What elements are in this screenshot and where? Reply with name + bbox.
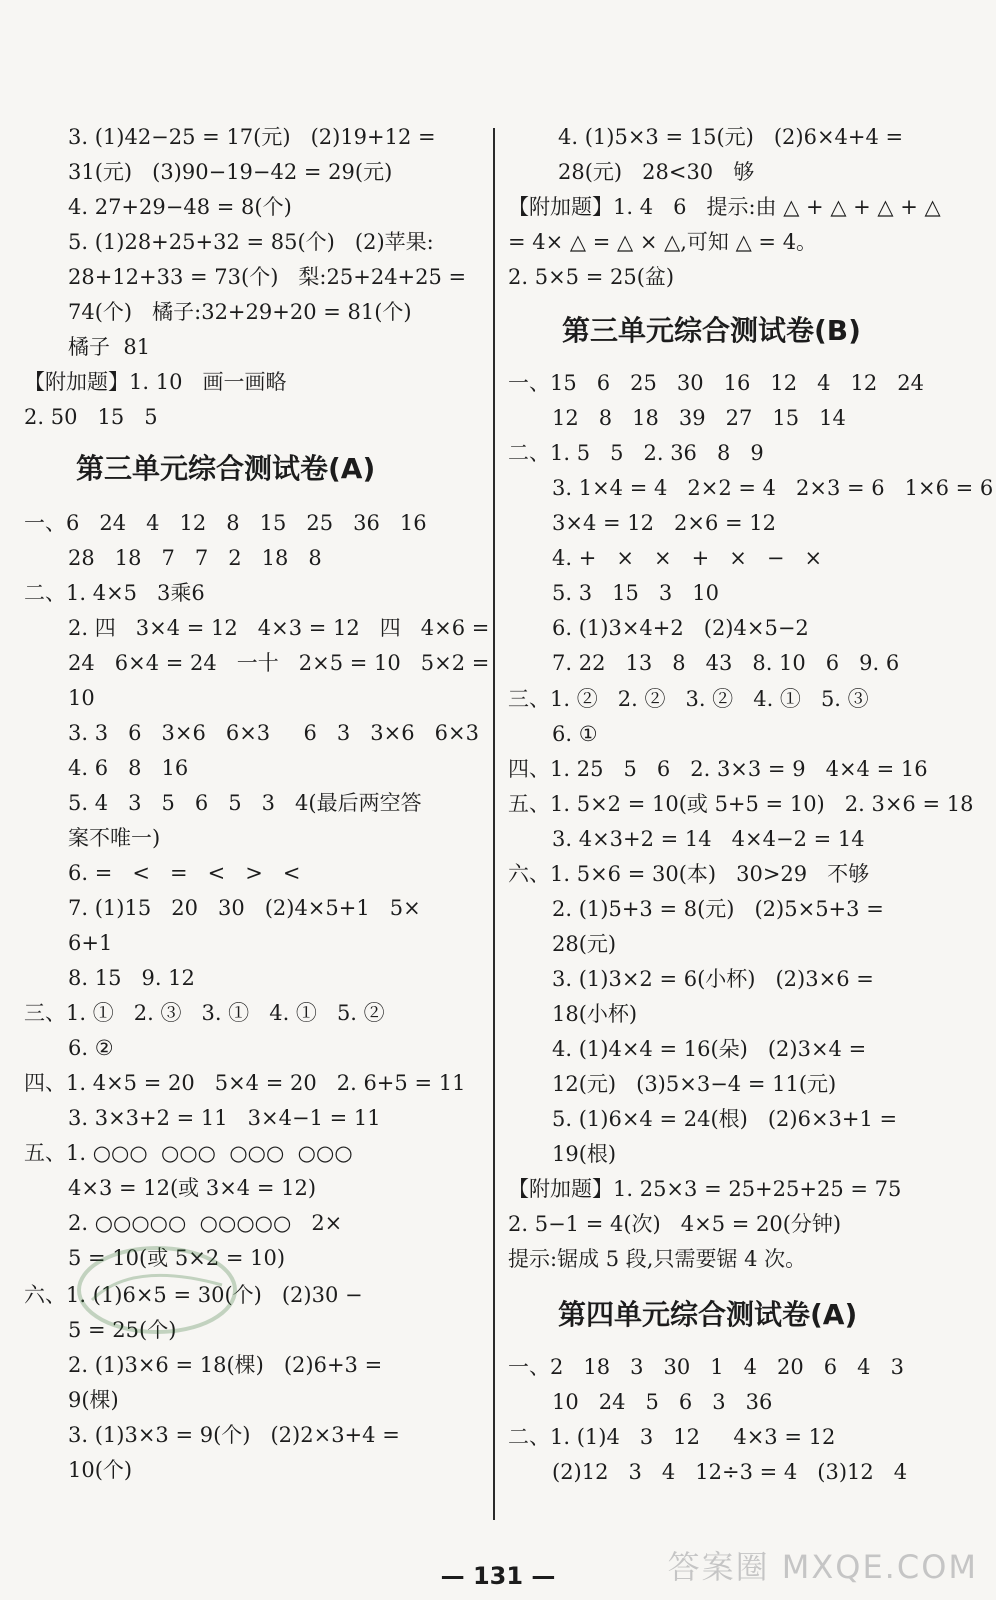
text-line: 3. (1)42−25 = 17(元) (2)19+12 = (68, 125, 436, 149)
text-line: 10 24 5 6 3 36 (552, 1390, 773, 1414)
text-line: 28(元) (552, 932, 617, 956)
text-line: 一、2 18 3 30 1 4 20 6 4 3 (508, 1355, 904, 1379)
text-line: 案不唯一) (68, 826, 161, 850)
section-heading: 第三单元综合测试卷(B) (562, 314, 861, 347)
text-line: 6. = < = < > < (68, 861, 301, 885)
text-line: 18(小杯) (552, 1002, 638, 1026)
text-line: 【附加题】1. 10 画一画略 (24, 370, 287, 394)
text-line: 3×4 = 12 2×6 = 12 (552, 511, 776, 535)
text-line: 五、1. 5×2 = 10(或 5+5 = 10) 2. 3×6 = 18 (508, 792, 974, 816)
text-line: 2. 四 3×4 = 12 4×3 = 12 四 4×6 = (68, 616, 490, 640)
text-line: 24 6×4 = 24 一十 2×5 = 10 5×2 = (68, 651, 490, 675)
text-line: 5. (1)28+25+32 = 85(个) (2)苹果: (68, 230, 434, 254)
text-line: 6. ① (552, 722, 598, 746)
text-line: (2)12 3 4 12÷3 = 4 (3)12 4 (552, 1460, 908, 1484)
text-line: 74(个) 橘子:32+29+20 = 81(个) (68, 300, 412, 324)
text-line: 二、1. (1)4 3 12 4×3 = 12 (508, 1425, 836, 1449)
text-line: 3. (1)3×2 = 6(小杯) (2)3×6 = (552, 967, 874, 991)
text-line: 28 18 7 7 2 18 8 (68, 546, 322, 570)
text-line: 2. 5×5 = 25(盆) (508, 265, 675, 289)
text-line: 4. 27+29−48 = 8(个) (68, 195, 292, 219)
text-line: 4. (1)5×3 = 15(元) (2)6×4+4 = (558, 125, 904, 149)
watermark: 答案圈 MXQE.COM (667, 1548, 978, 1586)
text-line: 提示:锯成 5 段,只需要锯 4 次。 (508, 1247, 807, 1271)
text-line: 3. 4×3+2 = 14 4×4−2 = 14 (552, 827, 865, 851)
text-line: 2. ○○○○○ ○○○○○ 2× (68, 1211, 343, 1235)
text-line: 3. 1×4 = 4 2×2 = 4 2×3 = 6 1×6 = 6 (552, 476, 994, 500)
text-line: 28(元) 28<30 够 (558, 160, 755, 184)
text-line: 2. (1)3×6 = 18(棵) (2)6+3 = (68, 1353, 383, 1377)
text-line: 7. (1)15 20 30 (2)4×5+1 5× (68, 896, 421, 920)
text-line: 一、6 24 4 12 8 15 25 36 16 (24, 511, 427, 535)
text-line: 2. 50 15 5 (24, 405, 158, 429)
text-line: 二、1. 4×5 3乘6 (24, 581, 205, 605)
text-line: 5. 3 15 3 10 (552, 581, 719, 605)
text-line: 28+12+33 = 73(个) 梨:25+24+25 = (68, 265, 467, 289)
column-divider (493, 128, 495, 1520)
section-heading: 第四单元综合测试卷(A) (558, 1298, 858, 1331)
text-line: 四、1. 25 5 6 2. 3×3 = 9 4×4 = 16 (508, 757, 928, 781)
text-line: 5. (1)6×4 = 24(根) (2)6×3+1 = (552, 1107, 898, 1131)
text-line: 9(棵) (68, 1388, 119, 1412)
text-line: 6+1 (68, 931, 113, 955)
text-line: 3. (1)3×3 = 9(个) (2)2×3+4 = (68, 1423, 400, 1447)
text-line: 7. 22 13 8 43 8. 10 6 9. 6 (552, 651, 900, 675)
text-line: 橘子 81 (68, 335, 151, 359)
text-line: = 4× △ = △ × △,可知 △ = 4。 (508, 230, 818, 254)
text-line: 12 8 18 39 27 15 14 (552, 406, 846, 430)
text-line: 【附加题】1. 25×3 = 25+25+25 = 75 (508, 1177, 902, 1201)
text-line: 一、15 6 25 30 16 12 4 12 24 (508, 371, 924, 395)
page-number: — 131 — (440, 1562, 556, 1590)
text-line: 三、1. ② 2. ② 3. ② 4. ① 5. ③ (508, 687, 869, 711)
text-line: 5 = 25(个) (68, 1318, 177, 1342)
text-line: 31(元) (3)90−19−42 = 29(元) (68, 160, 393, 184)
text-line: 4. 6 8 16 (68, 756, 189, 780)
text-line: 六、1. (1)6×5 = 30(个) (2)30 − (24, 1283, 363, 1307)
stamp-mark-icon (72, 1240, 242, 1340)
text-line: 4×3 = 12(或 3×4 = 12) (68, 1176, 317, 1200)
text-line: 12(元) (3)5×3−4 = 11(元) (552, 1072, 837, 1096)
section-heading: 第三单元综合测试卷(A) (76, 452, 376, 485)
text-line: 2. 5−1 = 4(次) 4×5 = 20(分钟) (508, 1212, 842, 1236)
text-line: 6. (1)3×4+2 (2)4×5−2 (552, 616, 809, 640)
text-line: 4. (1)4×4 = 16(朵) (2)3×4 = (552, 1037, 867, 1061)
text-line: 5. 4 3 5 6 5 3 4(最后两空答 (68, 791, 422, 815)
text-line: 10(个) (68, 1458, 133, 1482)
text-line: 10 (68, 686, 95, 710)
text-line: 19(根) (552, 1142, 617, 1166)
text-line: 4. + × × + × − × (552, 546, 823, 570)
text-line: 3. 3 6 3×6 6×3 6 3 3×6 6×3 (68, 721, 479, 745)
text-line: 5 = 10(或 5×2 = 10) (68, 1246, 286, 1270)
text-line: 二、1. 5 5 2. 36 8 9 (508, 441, 764, 465)
text-line: 三、1. ① 2. ③ 3. ① 4. ① 5. ② (24, 1001, 385, 1025)
text-line: 五、1. ○○○ ○○○ ○○○ ○○○ (24, 1141, 353, 1165)
text-line: 6. ② (68, 1036, 114, 1060)
text-line: 【附加题】1. 4 6 提示:由 △ + △ + △ + △ (508, 195, 941, 219)
text-line: 3. 3×3+2 = 11 3×4−1 = 11 (68, 1106, 381, 1130)
text-line: 2. (1)5+3 = 8(元) (2)5×5+3 = (552, 897, 884, 921)
text-line: 8. 15 9. 12 (68, 966, 195, 990)
text-line: 六、1. 5×6 = 30(本) 30>29 不够 (508, 862, 870, 886)
text-line: 四、1. 4×5 = 20 5×4 = 20 2. 6+5 = 11 (24, 1071, 466, 1095)
